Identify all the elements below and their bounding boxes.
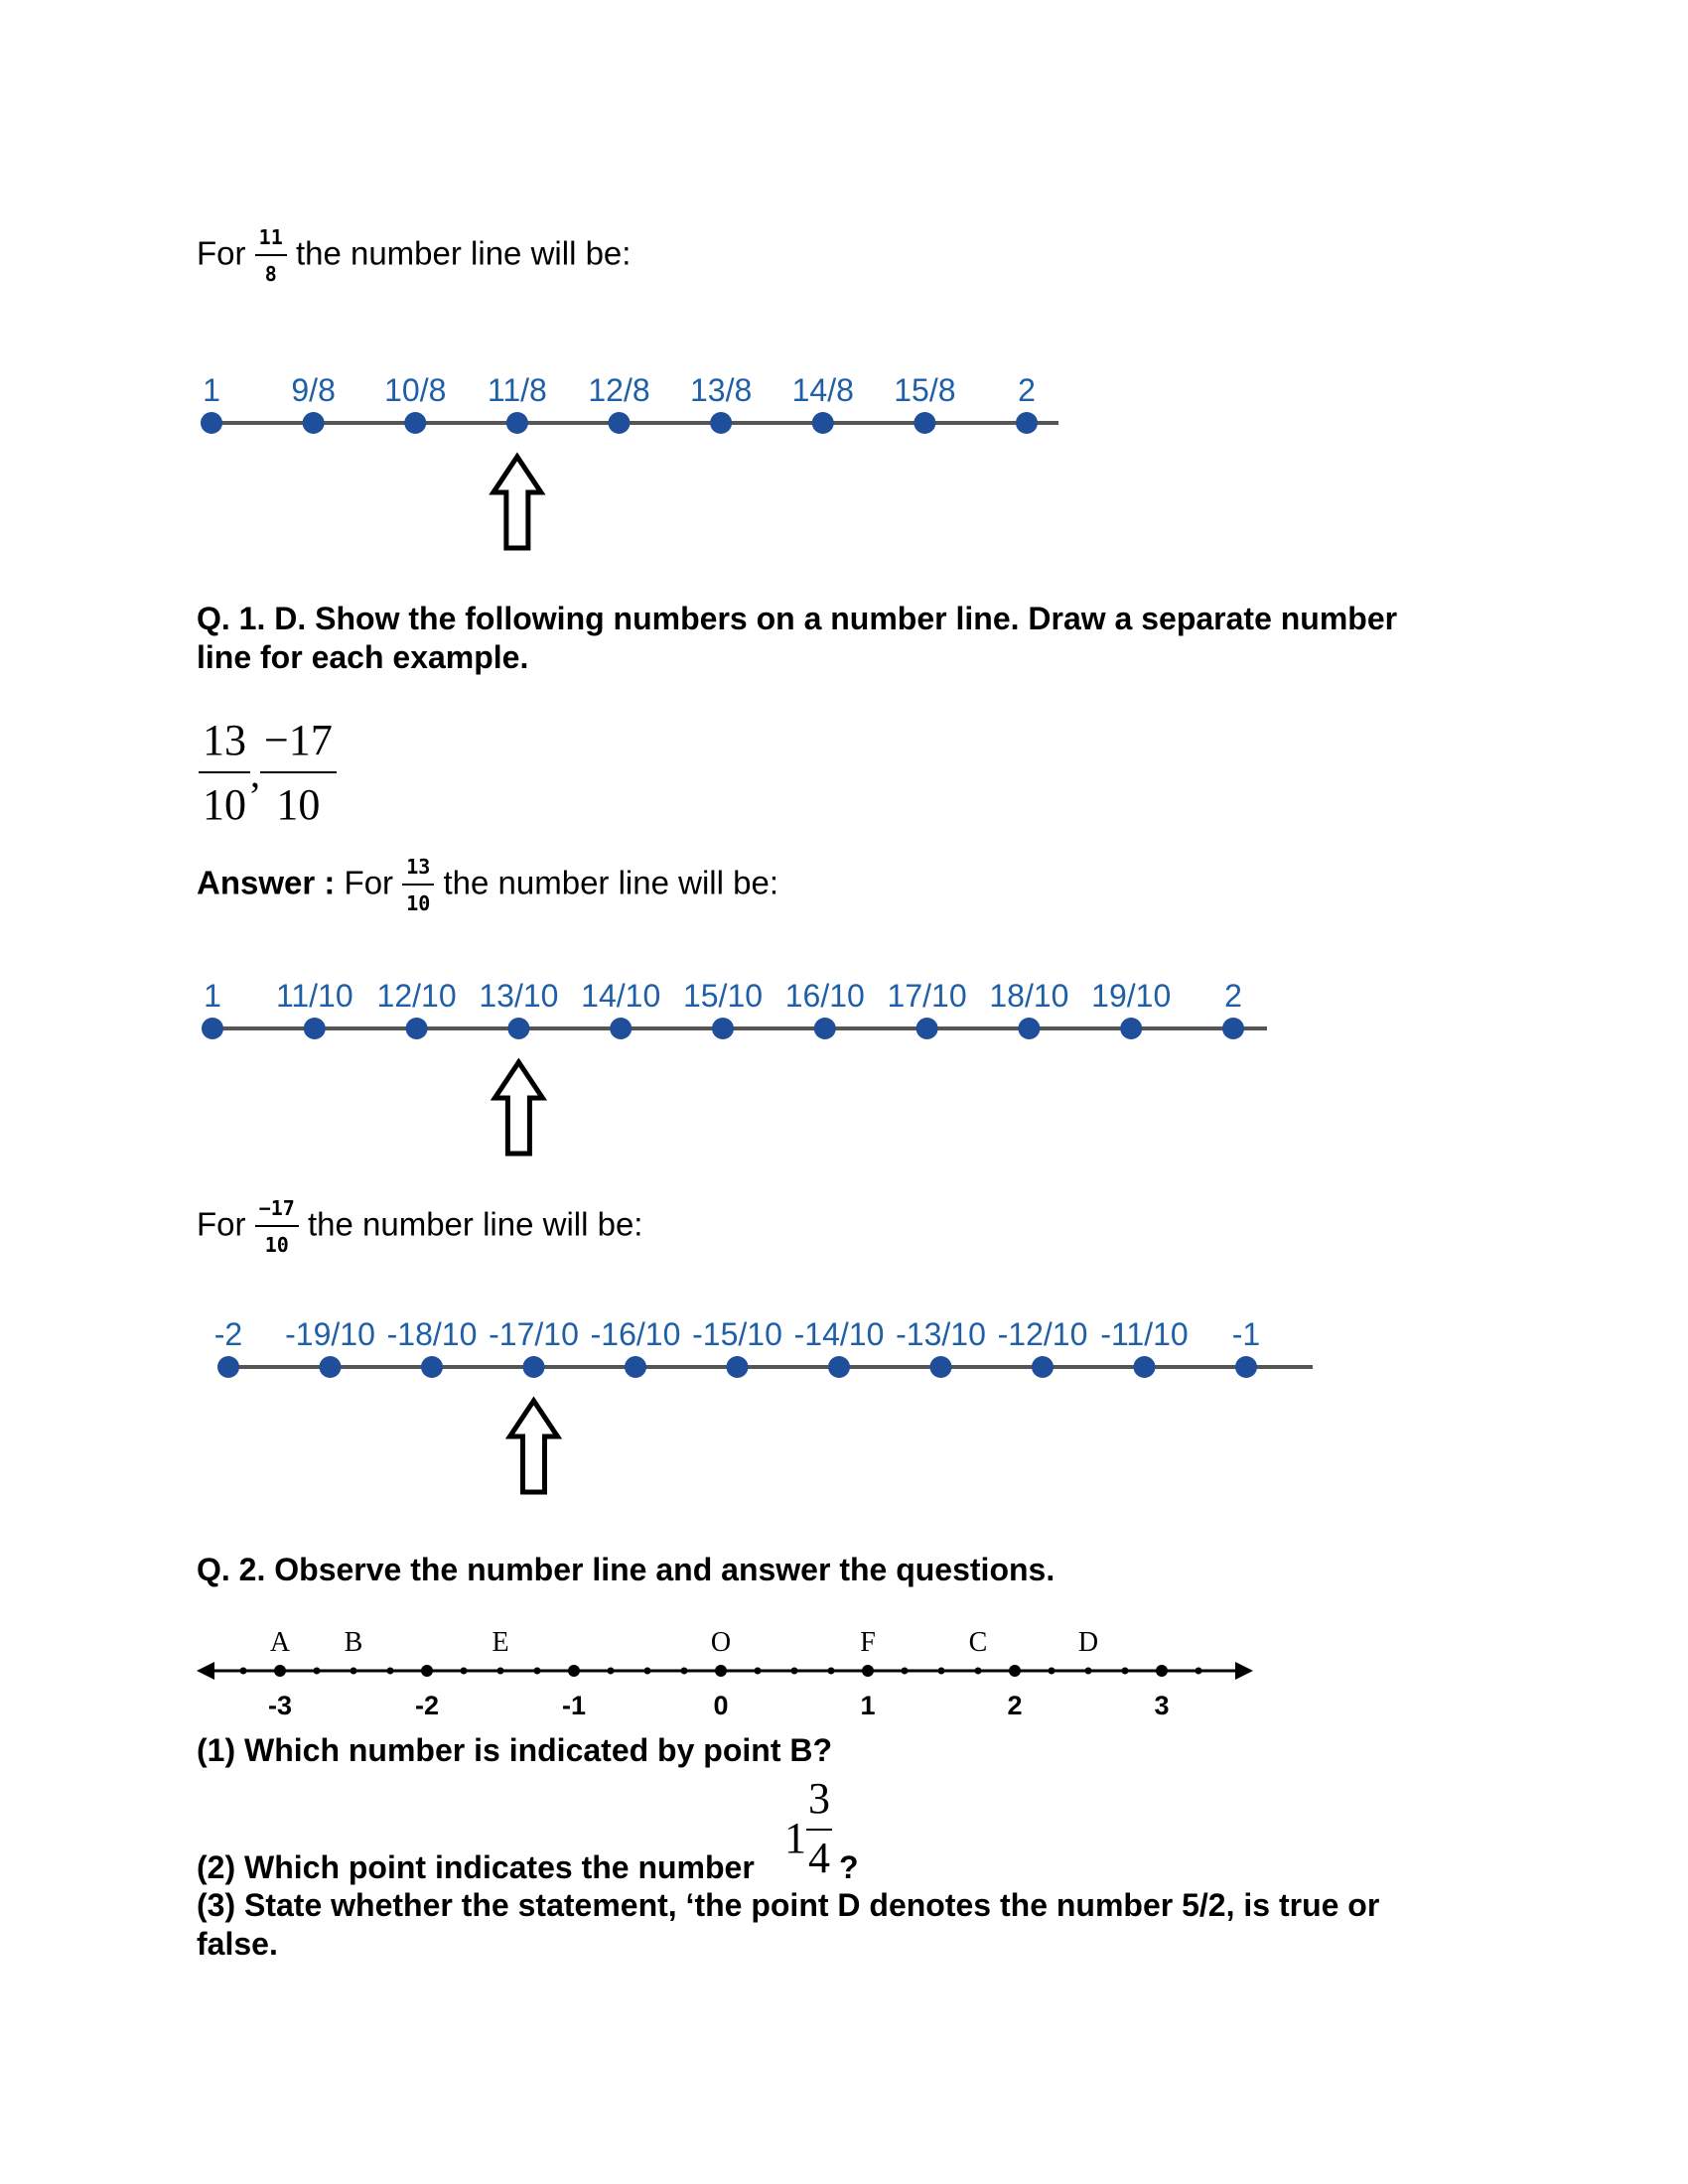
number-line-point [710,412,732,434]
q2-subdivision-point [351,1668,357,1675]
number-line-point [930,1356,952,1378]
q1d-instruction [197,600,1517,677]
number-line-label: -2 [213,1316,243,1352]
section3-fraction [255,1197,299,1257]
number-line-label: 15/10 [682,978,764,1014]
up-arrow-icon [494,1062,542,1154]
q2-integer-label: 1 [860,1691,876,1720]
q2-point-letter: C [968,1627,988,1658]
number-line-tenths-positive [202,978,1267,1154]
number-line-label: 17/10 [887,978,967,1014]
number-line-label: 2 [1224,978,1242,1014]
q2-integer-label: 3 [1154,1691,1170,1720]
q1d-line2: line for each example. [197,639,529,675]
number-line-label: -19/10 [285,1316,375,1352]
q2-subdivision-point [1196,1668,1202,1675]
q2-subdivision-point [240,1668,247,1675]
arrow-right-icon [1235,1662,1253,1680]
up-arrow-icon [510,1401,558,1492]
number-line-label: -12/10 [997,1316,1088,1352]
number-line-label: -1 [1231,1316,1261,1352]
section1-prefix: For [197,234,246,272]
number-line-label: -13/10 [896,1316,986,1352]
q2-subdivision-point [681,1668,688,1675]
number-line-point [812,412,834,434]
fraction-numerator: −17 [255,1197,299,1227]
q2-subdivision-point [828,1668,835,1675]
q2-integer-label: -1 [561,1691,587,1720]
q2-subdivision-point [461,1668,468,1675]
number-line-label: 15/8 [894,372,956,408]
q2-question3 [197,1886,1517,1964]
q2-title: Q. 2. Observe the number line and answer the questions. [197,1552,1055,1587]
answer-label: Answer : [197,864,336,901]
q2-subdivision-point [534,1668,541,1675]
number-line-point [404,412,426,434]
up-arrow-icon [493,457,541,548]
mixed-denominator: 4 [808,1834,830,1882]
mixed-bar [806,1829,832,1831]
q2-point-letter: F [860,1627,876,1658]
q2-integer-point [1156,1665,1168,1677]
q2-subdivision-point [608,1668,615,1675]
number-line-point [727,1356,749,1378]
q2-integer-point [568,1665,580,1677]
number-line-point [406,1018,428,1039]
answer-prefix: For [344,864,394,901]
q2-integer-label: -3 [267,1691,293,1720]
q2-integer-point [421,1665,433,1677]
fraction-denominator: 10 [264,1233,289,1257]
number-line-label: 13/10 [479,978,559,1014]
q2-point-letter: B [344,1627,363,1658]
q2-integer-point [862,1665,874,1677]
number-line-point [202,1018,223,1039]
q2-subdivision-point [975,1668,982,1675]
section3-prefix: For [197,1205,246,1243]
q2-subdivision-point [314,1668,321,1675]
q2-subdivision-point [938,1668,945,1675]
number-line-point [814,1018,836,1039]
answer-suffix: the number line will be: [443,864,778,901]
q2-subdivision-point [497,1668,504,1675]
q2-subdivision-point [755,1668,762,1675]
section3-heading [197,1197,642,1257]
q2-point-letter: E [492,1627,509,1658]
q1d-fractions [199,715,337,832]
number-line-point [610,1018,632,1039]
number-line-point [916,1018,938,1039]
q2-subdivision-point [1049,1668,1055,1675]
section1-heading [197,226,631,286]
fraction-denominator: 10 [406,891,431,915]
number-line-point [914,412,935,434]
section1-fraction [255,226,287,286]
answer-heading [197,856,778,915]
q2-question2-end: ? [839,1849,859,1885]
number-line-point [217,1356,239,1378]
q1d-separator: , [250,751,260,796]
q2-integer-point [715,1665,727,1677]
number-line-label: 11/10 [275,978,353,1014]
mixed-whole: 1 [784,1814,806,1862]
number-line-label: 18/10 [989,978,1069,1014]
q2-subdivision-point [1085,1668,1092,1675]
number-line-point [201,412,222,434]
q2-point-letter: D [1077,1627,1099,1658]
q2-integer-point [274,1665,286,1677]
number-line-point [1018,1018,1040,1039]
number-line-label: 16/10 [784,978,865,1014]
number-line-point [1120,1018,1142,1039]
fraction-numerator: 13 [402,856,434,886]
number-line-point [712,1018,734,1039]
q2-point-letter: O [710,1627,732,1658]
q2-point-letter: A [269,1627,291,1658]
number-line-point [320,1356,342,1378]
q1d-fraction-1 [199,715,250,832]
number-line-tenths-negative [214,1316,1313,1492]
number-line-point [507,1018,529,1039]
number-line-point [304,1018,326,1039]
number-line-point [1235,1356,1257,1378]
q2-question1: (1) Which number is indicated by point B? [197,1732,833,1768]
number-line-point [303,412,325,434]
number-line-label: -17/10 [489,1316,579,1352]
q2-subdivision-point [902,1668,909,1675]
q2-question3-line1: (3) State whether the statement, ‘the point D denotes the number 5/2, is true or [197,1887,1380,1923]
number-line-label: -16/10 [590,1316,681,1352]
number-line-point [1032,1356,1054,1378]
number-line-point [421,1356,443,1378]
number-line-label: 11/8 [487,372,547,408]
number-line-point [609,412,631,434]
number-line-point [1016,412,1038,434]
fraction-numerator: 11 [255,226,287,256]
q2-integer-label: 0 [713,1691,729,1720]
mixed-numerator: 3 [808,1774,830,1823]
arrow-left-icon [197,1662,214,1680]
q2-integer-label: 2 [1007,1691,1023,1720]
number-line-label: 13/8 [689,372,753,408]
q2-subdivision-point [644,1668,651,1675]
fraction-denominator: 10 [276,779,321,829]
q2-subdivision-point [791,1668,798,1675]
q2-integer-point [1009,1665,1021,1677]
number-line-label: 1 [204,978,221,1014]
q1d-line1: Q. 1. D. Show the following numbers on a number line. Draw a separate number [197,601,1398,636]
q2-question3-line2: false. [197,1926,278,1962]
number-line-label: -14/10 [793,1316,885,1352]
number-line-label: 14/8 [791,372,854,408]
fraction-numerator: 13 [199,715,250,773]
q2-integer-label: -2 [414,1691,440,1720]
fraction-denominator: 10 [203,779,246,829]
number-line-label: 2 [1018,372,1036,408]
number-line-label: -11/10 [1100,1316,1189,1352]
number-line-point [523,1356,545,1378]
number-line-point [1222,1018,1244,1039]
q2-subdivision-point [1122,1668,1129,1675]
number-line-label: -18/10 [386,1316,478,1352]
number-line-label: 19/10 [1091,978,1172,1014]
number-line-point [625,1356,646,1378]
q2-subdivision-point [387,1668,394,1675]
answer-fraction [402,856,434,915]
number-line-label: 12/8 [588,372,650,408]
number-line-point [828,1356,850,1378]
q1d-fraction-2 [260,715,337,832]
fraction-denominator: 8 [264,262,277,286]
number-line-label: 1 [203,372,220,408]
number-line-label: 12/10 [376,978,457,1014]
number-line-point [1134,1356,1156,1378]
q2-question2-text: (2) Which point indicates the number [197,1849,755,1885]
q2-number-line [197,1627,1253,1720]
number-line-label: 14/10 [581,978,661,1014]
number-line-point [506,412,528,434]
section1-suffix: the number line will be: [295,234,632,272]
number-line-label: 10/8 [384,372,447,408]
number-line-label: 9/8 [291,372,336,408]
section3-suffix: the number line will be: [307,1205,643,1243]
number-line-label: -15/10 [692,1316,782,1352]
fraction-numerator: −17 [260,715,337,773]
number-line-eighths-group [201,372,1058,548]
